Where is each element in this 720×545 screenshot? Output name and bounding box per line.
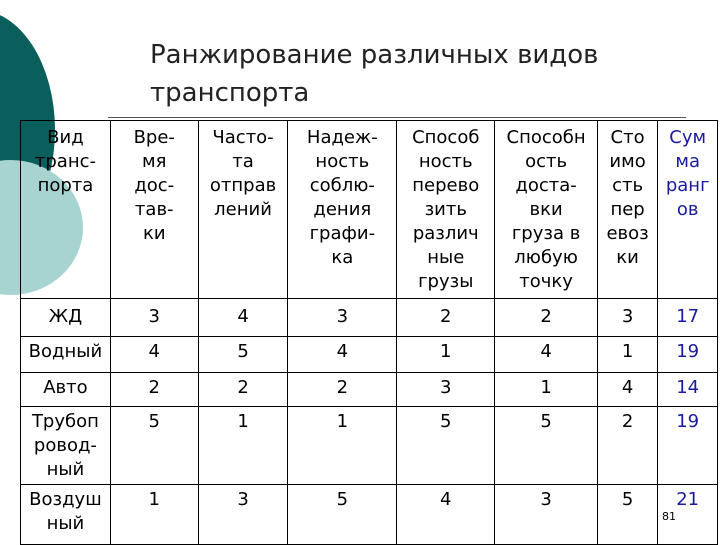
rank-sum-cell: 21 xyxy=(658,485,718,545)
table-cell: 5 xyxy=(597,485,658,545)
header-reliability: Надеж- ность соблю- дения графи- ка xyxy=(288,121,397,299)
header-delivery-time: Вре- мя дос- тав- ки xyxy=(110,121,198,299)
rank-sum-cell: 14 xyxy=(658,373,718,407)
slide-title: Ранжирование различных видов транспорта xyxy=(150,40,599,108)
table-cell: 4 xyxy=(597,373,658,407)
table-cell: 2 xyxy=(597,407,658,485)
table-cell: 1 xyxy=(597,337,658,373)
table-cell: 2 xyxy=(110,373,198,407)
title-divider xyxy=(108,117,686,118)
table-row xyxy=(21,373,718,407)
row-label: Воздуш ный xyxy=(21,485,111,545)
table-cell: 5 xyxy=(198,337,288,373)
table-cell: 2 xyxy=(397,299,495,337)
row-label: Авто xyxy=(21,373,111,407)
header-transport-type: Вид транс- порта xyxy=(21,121,111,299)
table-cell: 4 xyxy=(495,337,597,373)
table-cell: 1 xyxy=(198,407,288,485)
row-label: Водный xyxy=(21,337,111,373)
table-row xyxy=(21,337,718,373)
table-cell: 1 xyxy=(110,485,198,545)
header-cargo-capability: Способ ность перево зить различ ные грузы xyxy=(397,121,495,299)
table-cell: 3 xyxy=(288,299,397,337)
table-cell: 5 xyxy=(110,407,198,485)
ranking-table xyxy=(20,120,718,545)
table-cell: 5 xyxy=(288,485,397,545)
row-label: ЖД xyxy=(21,299,111,337)
table-header-row xyxy=(21,121,718,299)
table-row xyxy=(21,407,718,485)
table-cell: 3 xyxy=(495,485,597,545)
table-cell: 1 xyxy=(495,373,597,407)
rank-sum-cell: 19 xyxy=(658,407,718,485)
table-cell: 4 xyxy=(198,299,288,337)
header-rank-sum: Сум ма ранг ов xyxy=(658,121,718,299)
page-number: 81 xyxy=(662,510,676,523)
table-row xyxy=(21,485,718,545)
table-cell: 3 xyxy=(597,299,658,337)
table-cell: 1 xyxy=(288,407,397,485)
rank-sum-cell: 17 xyxy=(658,299,718,337)
row-label: Трубоп ровод- ный xyxy=(21,407,111,485)
table-cell: 5 xyxy=(397,407,495,485)
table-cell: 3 xyxy=(397,373,495,407)
table-cell: 2 xyxy=(495,299,597,337)
table-cell: 1 xyxy=(397,337,495,373)
header-frequency: Часто- та отправ лений xyxy=(198,121,288,299)
table-cell: 4 xyxy=(397,485,495,545)
table-cell: 3 xyxy=(198,485,288,545)
table-cell: 3 xyxy=(110,299,198,337)
table-cell: 2 xyxy=(198,373,288,407)
table-cell: 4 xyxy=(288,337,397,373)
table-cell: 5 xyxy=(495,407,597,485)
rank-sum-cell: 19 xyxy=(658,337,718,373)
header-delivery-anywhere: Способн ость доста- вки груза в любую точку xyxy=(495,121,597,299)
header-cost: Сто имо сть пер евоз ки xyxy=(597,121,658,299)
table-row xyxy=(21,299,718,337)
table-cell: 2 xyxy=(288,373,397,407)
table-cell: 4 xyxy=(110,337,198,373)
